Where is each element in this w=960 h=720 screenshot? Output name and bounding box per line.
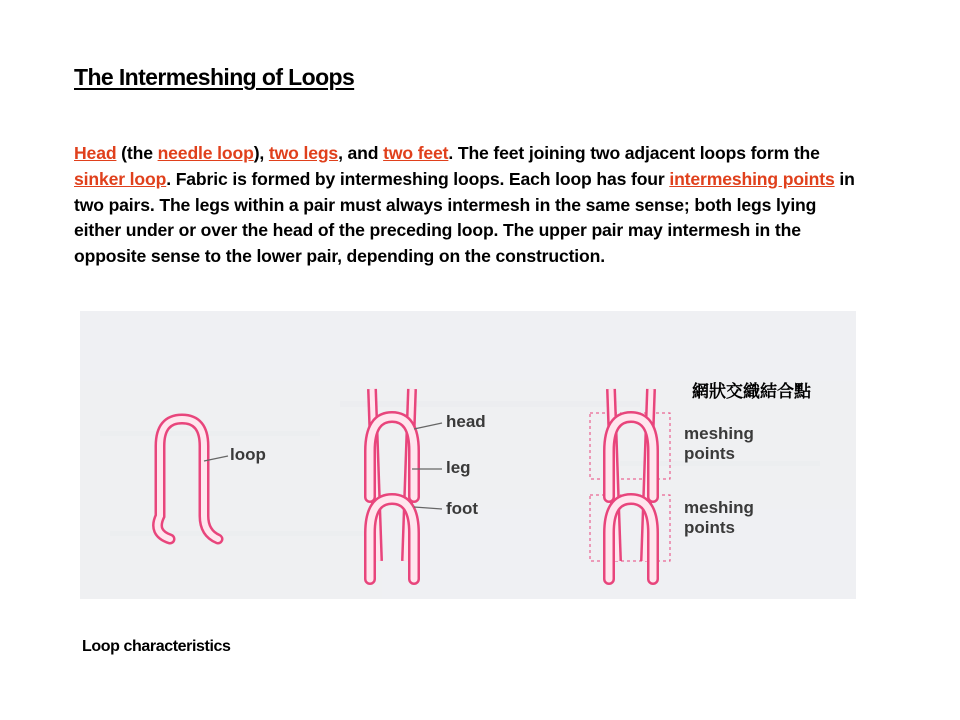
page-title: The Intermeshing of Loops	[74, 64, 355, 90]
text-run: . The feet joining two adjacent loops form the	[448, 143, 820, 163]
term-head: Head	[74, 143, 117, 163]
loop-diagram-figure	[80, 311, 856, 599]
term-two-legs: two legs	[268, 143, 339, 163]
figure-caption: Loop characteristics	[82, 638, 231, 655]
term-intermeshing-points: intermeshing points	[669, 168, 835, 189]
description-paragraph	[74, 141, 864, 270]
term-two-feet: two feet	[383, 143, 449, 163]
label-loop: loop	[230, 445, 266, 464]
term-needle-loop: needle loop	[157, 143, 254, 163]
label-leg: leg	[446, 458, 471, 477]
text-run: in two pairs. The legs within a pair must always intermesh in the same sense; both legs lying either under or over the head of the preceding loop. The upper pair may intermesh in the opposite sense to the lower pair, depending on the construction.	[74, 168, 855, 267]
text-run: (the	[116, 143, 158, 163]
label-meshing-points-lower: meshing points	[684, 498, 754, 537]
label-meshing-points-upper: meshing points	[684, 424, 754, 463]
label-foot: foot	[446, 499, 479, 518]
label-chinese-meshing-points: 網狀交織結合點	[692, 382, 811, 402]
text-run: ),	[253, 143, 269, 163]
text-run: . Fabric is formed by intermeshing loops. Each loop has four	[166, 168, 670, 189]
label-head: head	[446, 412, 486, 431]
text-run: , and	[338, 143, 384, 163]
term-sinker-loop: sinker loop	[74, 168, 167, 189]
